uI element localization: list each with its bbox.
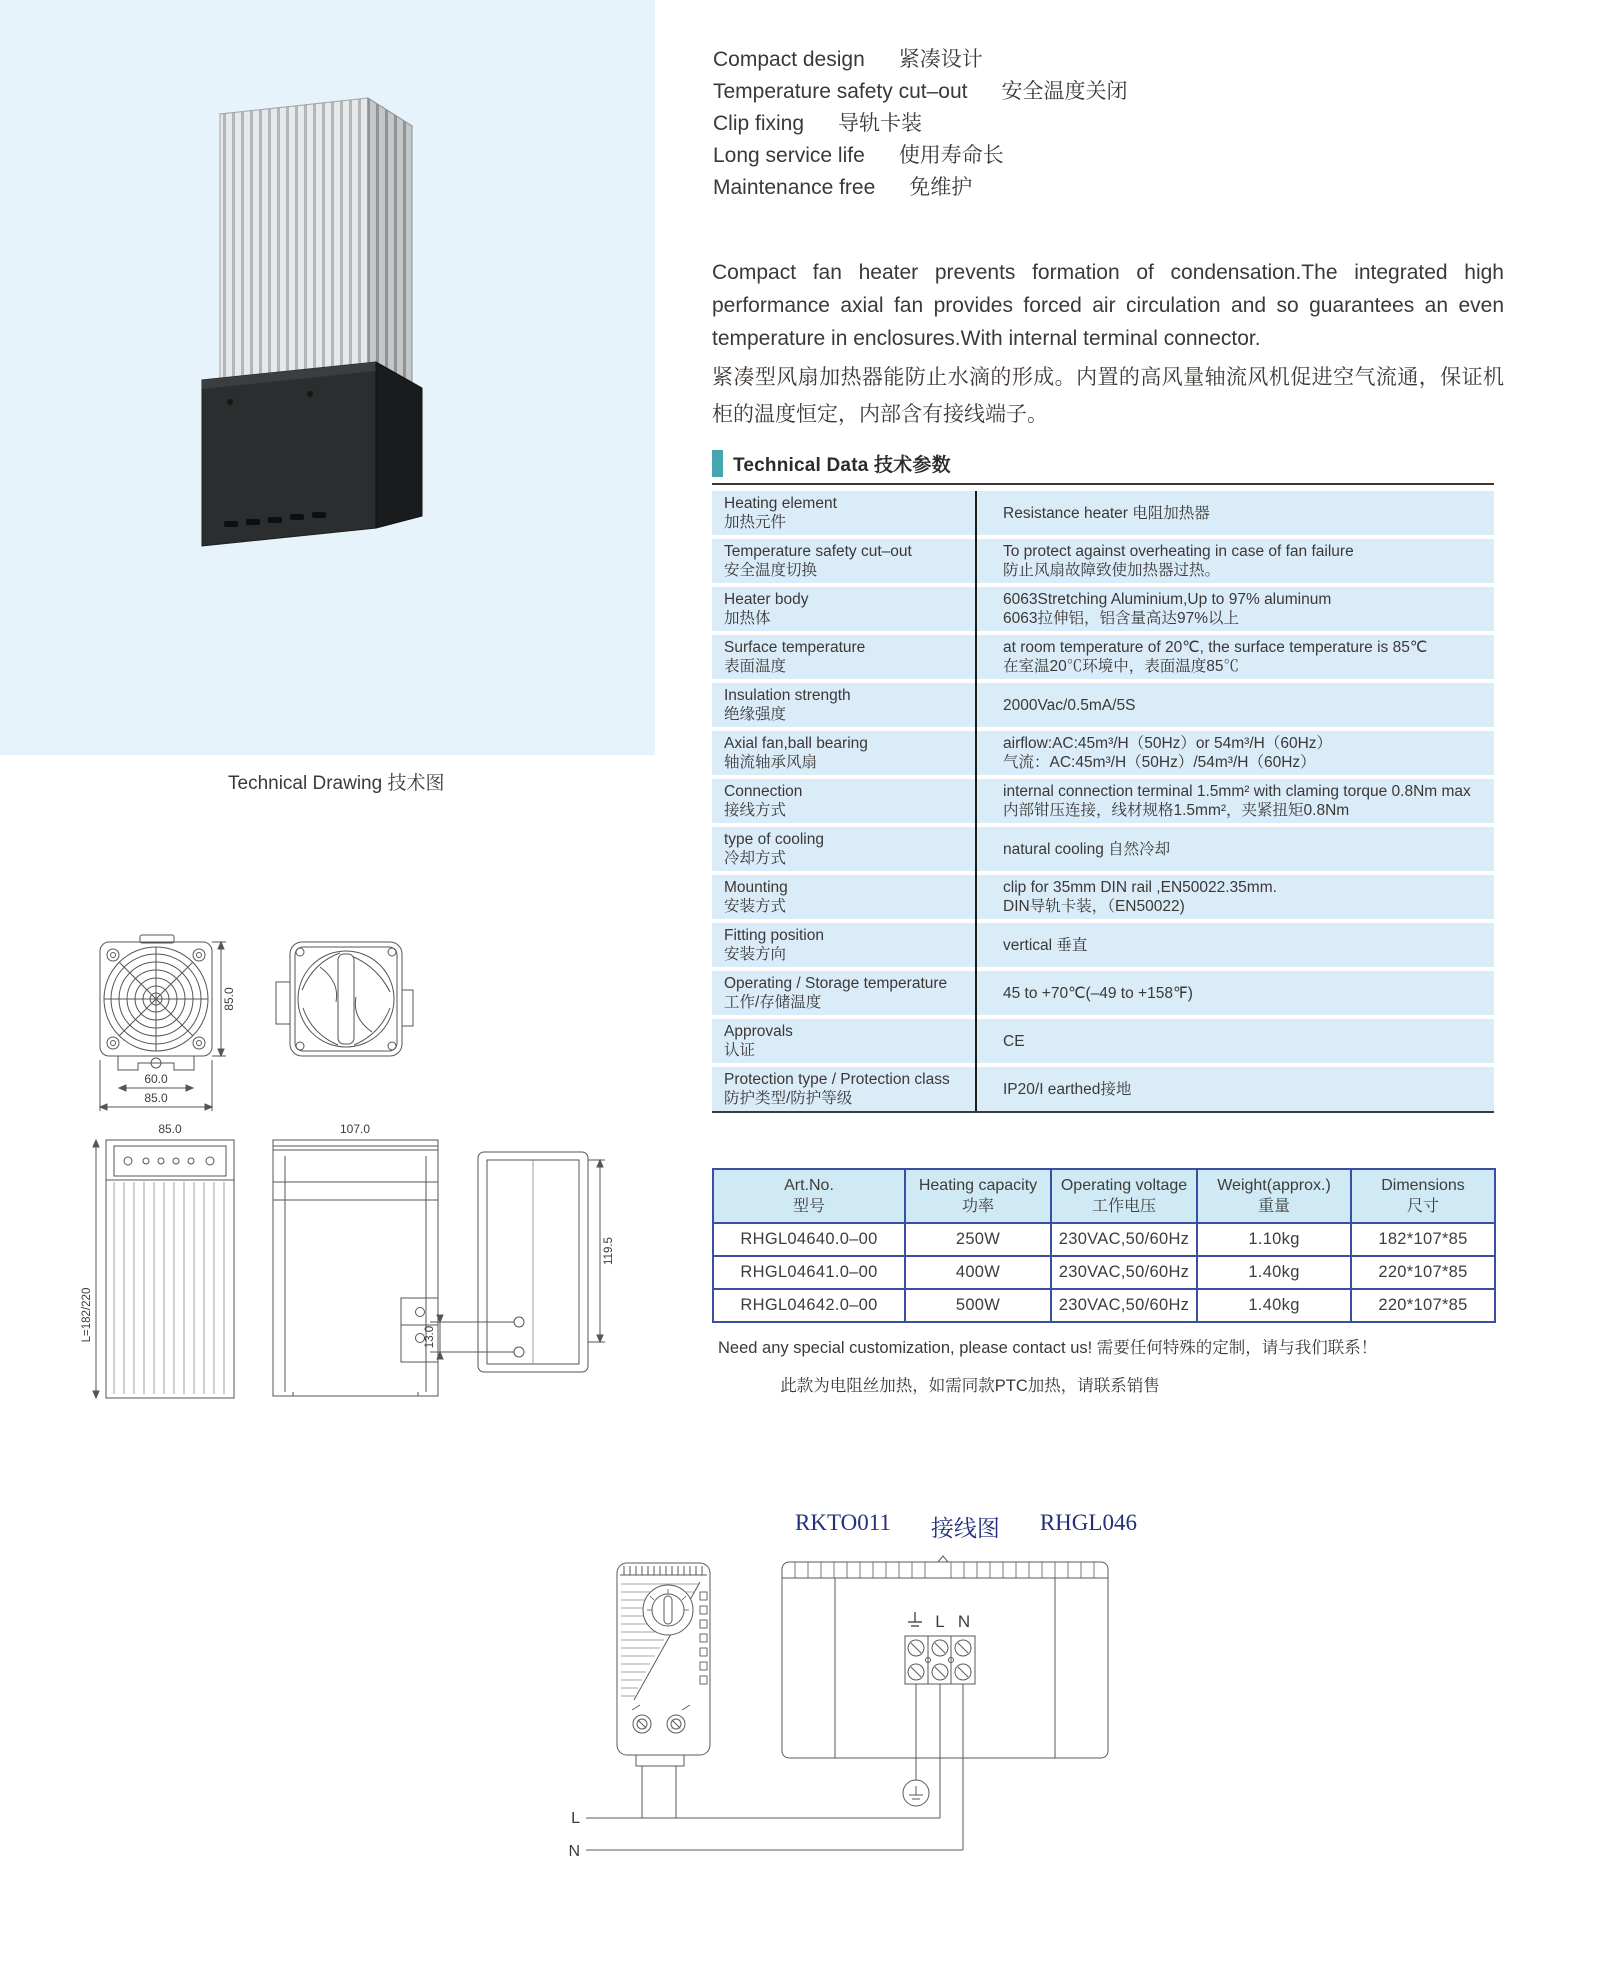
row-label-zh: 认证 <box>724 1042 756 1059</box>
cell-weight: 1.40kg <box>1197 1289 1351 1322</box>
technical-drawing-label: Technical Drawing 技术图 <box>228 773 445 794</box>
row-label-en: Insulation strength <box>724 687 851 704</box>
row-value-en: internal connection terminal 1.5mm² with claming torque 0.8Nm max <box>1003 783 1471 800</box>
fan-housing <box>202 362 422 546</box>
description-zh: 紧凑型风扇加热器能防止水滴的形成。内置的高风量轴流风机促进空气流通，保证机柜的温度恒定，内部含有接线端子。 <box>712 366 1504 426</box>
table-row <box>712 587 1494 631</box>
ptc-note: 此款为电阻丝加热，如需同款PTC加热，请联系销售 <box>780 1377 1160 1395</box>
column-divider <box>975 491 977 1111</box>
row-label-en: Operating / Storage temperature <box>724 975 948 992</box>
feature-line <box>713 140 1127 172</box>
drawing-clip-detail <box>424 1152 615 1372</box>
order-table-header-row <box>713 1169 1495 1223</box>
cell-weight: 1.40kg <box>1197 1256 1351 1289</box>
feature-line <box>713 172 1127 204</box>
table-row <box>712 1067 1494 1111</box>
row-label-zh: 防护类型/防护等级 <box>724 1090 853 1107</box>
technical-data-title: Technical Data 技术参数 <box>733 455 951 476</box>
wiring-title <box>795 1510 1137 1543</box>
row-label-en: Axial fan,ball bearing <box>724 735 868 752</box>
row-label-zh: 接线方式 <box>724 802 787 819</box>
table-row <box>712 923 1494 967</box>
table-row <box>712 683 1494 727</box>
ground-icon <box>903 1780 929 1806</box>
dim-length: L=182/220 <box>81 1287 93 1343</box>
dim-clip-height: 13.0 <box>424 1325 436 1349</box>
row-value-en: IP20/I earthed接地 <box>1003 1080 1132 1098</box>
row-value-en: natural cooling 自然冷却 <box>1003 840 1171 858</box>
supply-l-label: L <box>571 1810 580 1827</box>
table-row <box>712 971 1494 1015</box>
table-row <box>712 875 1494 919</box>
row-label-zh: 安全温度切换 <box>724 562 818 579</box>
table-row <box>712 1019 1494 1063</box>
drawing-fan-front <box>100 935 236 1111</box>
feature-zh: 导轨卡装 <box>838 112 923 135</box>
feature-line <box>713 76 1127 108</box>
row-value-en: 2000Vac/0.5mA/5S <box>1003 696 1136 714</box>
cell-weight: 1.10kg <box>1197 1223 1351 1256</box>
feature-zh: 紧凑设计 <box>898 48 983 71</box>
technical-drawings <box>58 912 628 1427</box>
feature-zh: 使用寿命长 <box>898 144 1004 167</box>
row-value-en: 6063Stretching Aluminium,Up to 97% aluminum <box>1003 591 1332 608</box>
row-value-en: clip for 35mm DIN rail ,EN50022.35mm. <box>1003 879 1277 896</box>
feature-en: Long service life <box>713 144 865 167</box>
feature-line <box>713 44 1127 76</box>
wiring-lines <box>586 1684 963 1850</box>
earth-icon <box>908 1612 922 1626</box>
row-label-zh: 冷却方式 <box>724 850 787 867</box>
row-label-zh: 加热体 <box>724 610 771 627</box>
row-value-en: vertical 垂直 <box>1003 936 1088 954</box>
row-value-zh: 气流：AC:45m³/H（50Hz）/54m³/H（60Hz） <box>1003 754 1316 771</box>
table-row <box>712 539 1494 583</box>
row-value-en: Resistance heater 电阻加热器 <box>1003 504 1210 522</box>
row-label-en: Protection type / Protection class <box>724 1071 950 1088</box>
cell-capacity: 500W <box>905 1289 1051 1322</box>
row-label-en: Fitting position <box>724 927 824 944</box>
description-en: Compact fan heater prevents formation of condensation.The integrated high performance axial fan provides forced air circulation and so guarantees an even temperature in enclosures.With internal terminal connector. <box>712 261 1504 350</box>
description <box>712 256 1504 433</box>
row-label-zh: 安装方向 <box>724 946 787 963</box>
feature-en: Clip fixing <box>713 112 805 135</box>
table-row <box>713 1289 1495 1322</box>
table-row <box>712 491 1494 535</box>
dim-side-height: 119.5 <box>603 1237 615 1265</box>
feature-zh: 安全温度关闭 <box>1001 80 1128 103</box>
header-weight: Weight(approx.) 重量 <box>1197 1169 1351 1223</box>
row-value-zh: 内部钳压连接，线材规格1.5mm²，夹紧扭矩0.8Nm <box>1003 802 1350 819</box>
feature-line <box>713 108 1127 140</box>
cell-capacity: 400W <box>905 1256 1051 1289</box>
row-label-en: Approvals <box>724 1023 793 1040</box>
wiring-title-right: RHGL046 <box>1039 1510 1137 1535</box>
cell-voltage: 230VAC,50/60Hz <box>1051 1256 1197 1289</box>
table-row <box>712 779 1494 823</box>
wiring-title-center: 接线图 <box>930 1516 1000 1541</box>
wiring-diagram <box>550 1548 1140 1888</box>
dim-elev-width: 85.0 <box>158 1122 182 1136</box>
product-photo <box>160 80 480 570</box>
table-row <box>712 731 1494 775</box>
row-label-zh: 安装方式 <box>724 898 787 915</box>
order-table <box>712 1168 1496 1323</box>
table-row <box>712 827 1494 871</box>
row-label-zh: 轴流轴承风扇 <box>724 754 818 771</box>
technical-data-header <box>712 450 1494 485</box>
technical-data-table <box>712 491 1494 1113</box>
feature-en: Temperature safety cut–out <box>713 80 968 103</box>
row-value-en: CE <box>1003 1032 1025 1050</box>
cell-artno: RHGL04641.0–00 <box>713 1256 905 1289</box>
row-value-en: 45 to +70℃(–49 to +158℉) <box>1003 984 1193 1002</box>
dim-front-height: 85.0 <box>222 987 236 1011</box>
dim-front-width: 85.0 <box>144 1091 168 1105</box>
table-row <box>713 1256 1495 1289</box>
dim-side-width: 107.0 <box>339 1122 371 1136</box>
feature-list <box>713 44 1127 204</box>
row-value-zh: 防止风扇故障致使加热器过热。 <box>1003 562 1221 579</box>
row-value-en: To protect against overheating in case of fan failure <box>1003 543 1354 560</box>
cell-voltage: 230VAC,50/60Hz <box>1051 1289 1197 1322</box>
terminal-n-label: N <box>957 1612 971 1631</box>
drawing-front-elevation <box>81 1140 234 1398</box>
customization-note: Need any special customization, please contact us! 需要任何特殊的定制，请与我们联系！ <box>718 1339 1378 1357</box>
accent-bar <box>712 450 723 477</box>
supply-n-label: N <box>568 1843 580 1860</box>
cell-artno: RHGL04640.0–00 <box>713 1223 905 1256</box>
row-label-en: Heating element <box>724 495 837 512</box>
cell-dimensions: 220*107*85 <box>1351 1289 1495 1322</box>
cell-dimensions: 220*107*85 <box>1351 1256 1495 1289</box>
cell-capacity: 250W <box>905 1223 1051 1256</box>
header-artno: Art.No. 型号 <box>713 1169 905 1223</box>
cell-dimensions: 182*107*85 <box>1351 1223 1495 1256</box>
terminal-l-label: L <box>935 1612 945 1631</box>
row-value-zh: 在室温20℃环境中，表面温度85℃ <box>1003 658 1239 675</box>
wiring-title-left: RKTO011 <box>795 1510 891 1535</box>
cell-voltage: 230VAC,50/60Hz <box>1051 1223 1197 1256</box>
row-value-en: at room temperature of 20℃, the surface temperature is 85℃ <box>1003 639 1428 656</box>
drawing-fan-rear <box>276 942 413 1056</box>
row-label-zh: 加热元件 <box>724 514 787 531</box>
row-label-zh: 工作/存储温度 <box>724 994 822 1011</box>
row-label-en: Heater body <box>724 591 809 608</box>
row-label-en: Connection <box>724 783 803 800</box>
feature-en: Maintenance free <box>713 176 876 199</box>
row-label-zh: 表面温度 <box>724 658 787 675</box>
drawing-side-elevation <box>273 1140 438 1396</box>
dim-front-inner-width: 60.0 <box>144 1072 168 1086</box>
feature-zh: 免维护 <box>909 176 973 199</box>
row-label-zh: 绝缘强度 <box>724 706 787 723</box>
row-value-en: airflow:AC:45m³/H（50Hz）or 54m³/H（60Hz） <box>1003 735 1333 752</box>
row-label-en: Mounting <box>724 879 788 896</box>
row-label-en: Temperature safety cut–out <box>724 543 912 560</box>
cell-artno: RHGL04642.0–00 <box>713 1289 905 1322</box>
feature-en: Compact design <box>713 48 865 71</box>
thermostat-drawing <box>617 1563 710 1766</box>
header-dimensions: Dimensions 尺寸 <box>1351 1169 1495 1223</box>
table-row <box>712 635 1494 679</box>
row-value-zh: 6063拉伸铝，铝含量高达97%以上 <box>1003 610 1240 627</box>
header-heating-capacity: Heating capacity 功率 <box>905 1169 1051 1223</box>
row-label-en: Surface temperature <box>724 639 866 656</box>
row-value-zh: DIN导轨卡装，（EN50022) <box>1003 898 1185 915</box>
table-row <box>713 1223 1495 1256</box>
heater-drawing <box>782 1556 1108 1758</box>
header-operating-voltage: Operating voltage 工作电压 <box>1051 1169 1197 1223</box>
row-label-en: type of cooling <box>724 831 824 848</box>
